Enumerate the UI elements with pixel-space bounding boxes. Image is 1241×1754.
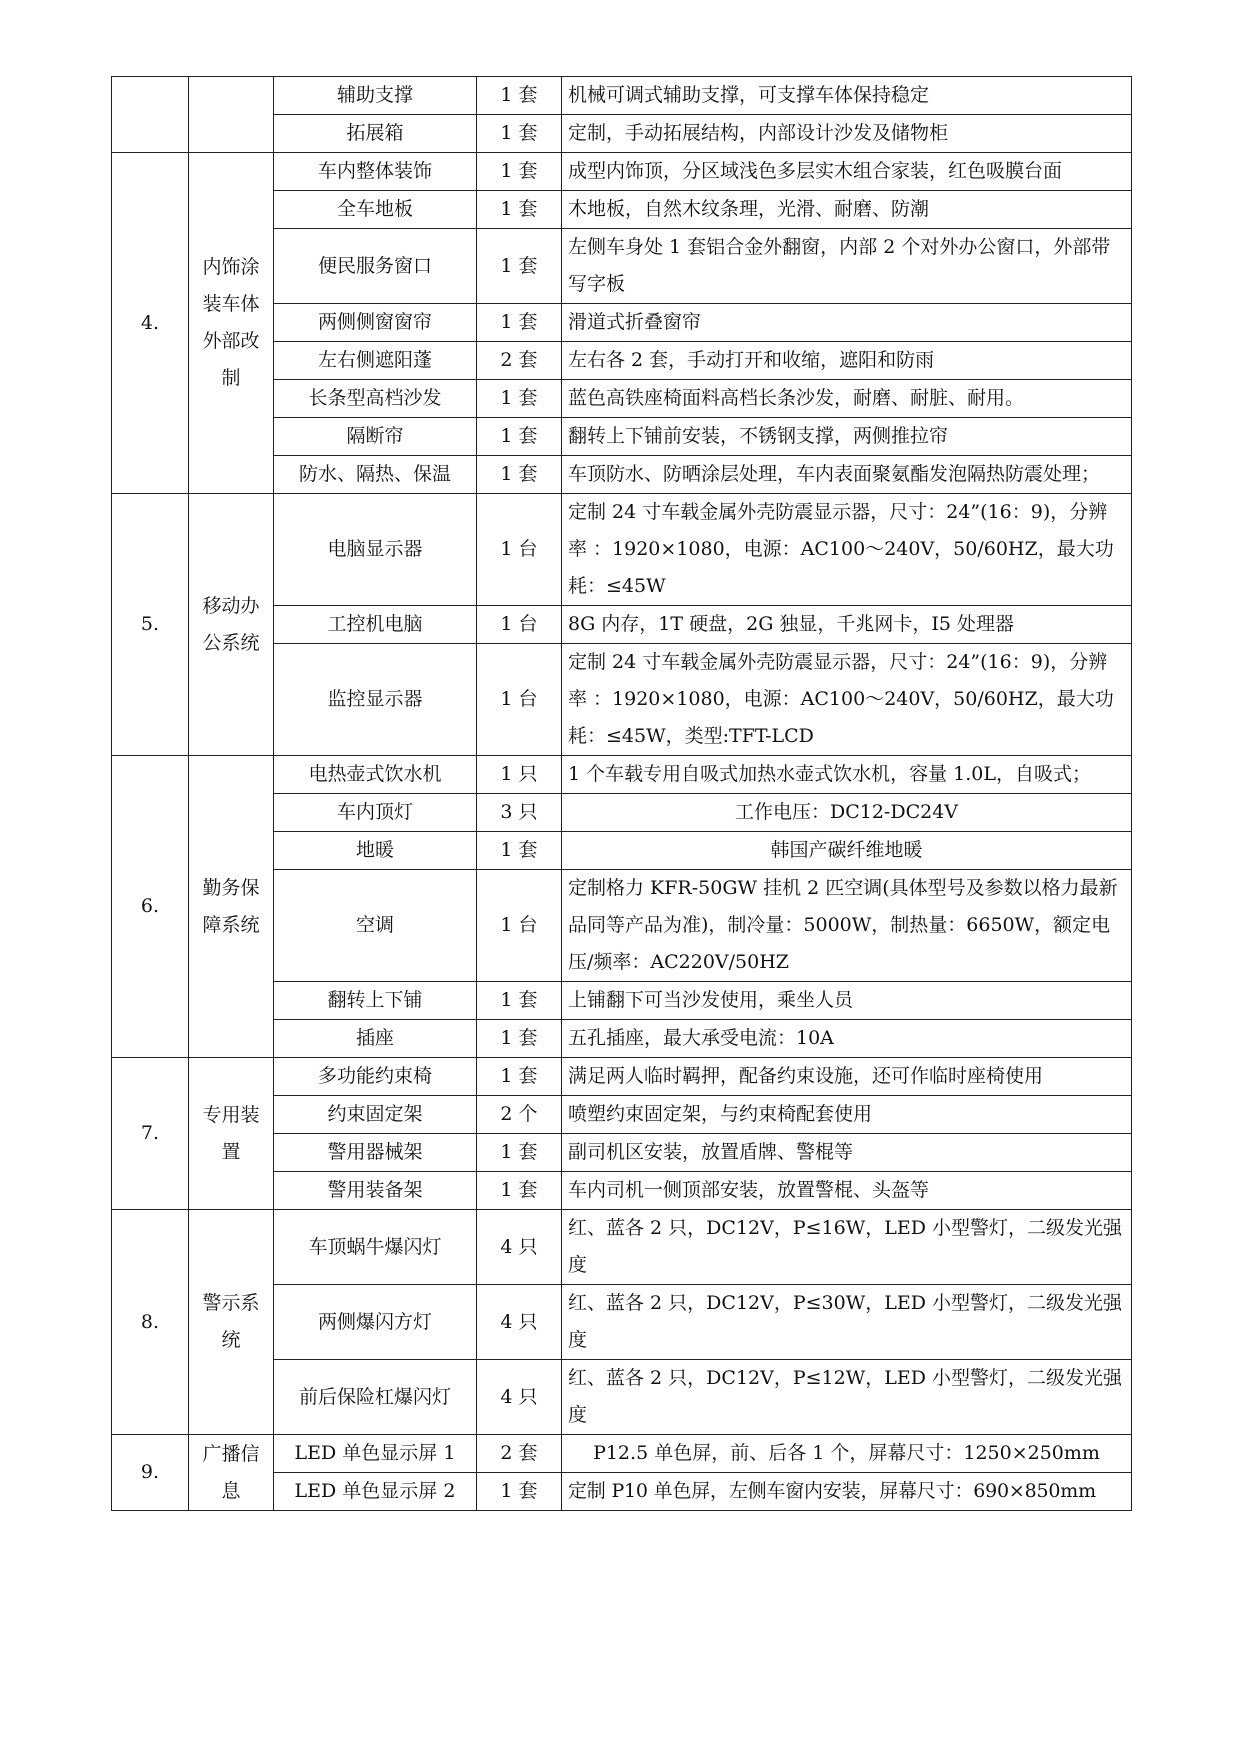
item-description: 副司机区安装，放置盾牌、警棍等 — [562, 1134, 1132, 1172]
item-name: 左右侧遮阳蓬 — [274, 342, 477, 380]
item-description: 左右各 2 套，手动打开和收缩，遮阳和防雨 — [562, 342, 1132, 380]
table-row — [112, 1058, 1132, 1096]
row-number: 9. — [112, 1435, 189, 1511]
item-description: 翻转上下铺前安装，不锈钢支撑，两侧推拉帘 — [562, 418, 1132, 456]
spec-table-body — [112, 77, 1132, 1511]
item-quantity: 1 套 — [477, 191, 562, 229]
row-number: 7. — [112, 1058, 189, 1210]
item-name: 多功能约束椅 — [274, 1058, 477, 1096]
item-quantity: 1 套 — [477, 380, 562, 418]
item-description: 蓝色高铁座椅面料高档长条沙发，耐磨、耐脏、耐用。 — [562, 380, 1132, 418]
item-description: 成型内饰顶，分区域浅色多层实木组合家装，红色吸膜台面 — [562, 153, 1132, 191]
item-name: 车内顶灯 — [274, 794, 477, 832]
item-quantity: 1 套 — [477, 115, 562, 153]
item-name: 长条型高档沙发 — [274, 380, 477, 418]
item-quantity: 1 套 — [477, 1020, 562, 1058]
category-cell: 移动办公系统 — [189, 494, 274, 756]
item-description: 五孔插座，最大承受电流：10A — [562, 1020, 1132, 1058]
category-cell: 广播信息 — [189, 1435, 274, 1511]
item-description: 上铺翻下可当沙发使用，乘坐人员 — [562, 982, 1132, 1020]
item-description: 8G 内存，1T 硬盘，2G 独显，千兆网卡，I5 处理器 — [562, 606, 1132, 644]
item-quantity: 1 套 — [477, 1134, 562, 1172]
category-cell: 专用装置 — [189, 1058, 274, 1210]
item-name: 防水、隔热、保温 — [274, 456, 477, 494]
item-quantity: 1 套 — [477, 832, 562, 870]
item-quantity: 1 套 — [477, 229, 562, 304]
item-quantity: 4 只 — [477, 1285, 562, 1360]
item-name: 辅助支撑 — [274, 77, 477, 115]
item-description: 机械可调式辅助支撑，可支撑车体保持稳定 — [562, 77, 1132, 115]
item-description: 车内司机一侧顶部安装，放置警棍、头盔等 — [562, 1172, 1132, 1210]
item-description: P12.5 单色屏，前、后各 1 个，屏幕尺寸：1250×250mm — [562, 1435, 1132, 1473]
item-description: 工作电压：DC12-DC24V — [562, 794, 1132, 832]
item-name: 拓展箱 — [274, 115, 477, 153]
category-cell: 内饰涂装车体外部改制 — [189, 153, 274, 494]
item-description: 满足两人临时羁押，配备约束设施，还可作临时座椅使用 — [562, 1058, 1132, 1096]
table-row — [112, 756, 1132, 794]
table-row — [112, 153, 1132, 191]
item-description: 定制 24 寸车载金属外壳防震显示器，尺寸：24”(16：9)，分辨率 ：1920×1080，电源：AC100～240V，50/60HZ，最大功耗：≤45W — [562, 494, 1132, 606]
item-quantity: 1 台 — [477, 494, 562, 606]
table-row — [112, 1435, 1132, 1473]
item-description: 定制 P10 单色屏，左侧车窗内安装，屏幕尺寸：690×850mm — [562, 1473, 1132, 1511]
item-quantity: 2 个 — [477, 1096, 562, 1134]
item-description: 滑道式折叠窗帘 — [562, 304, 1132, 342]
item-name: 隔断帘 — [274, 418, 477, 456]
item-description: 车顶防水、防晒涂层处理，车内表面聚氨酯发泡隔热防震处理； — [562, 456, 1132, 494]
item-description: 左侧车身处 1 套铝合金外翻窗，内部 2 个对外办公窗口，外部带写字板 — [562, 229, 1132, 304]
equipment-spec-table — [111, 76, 1132, 1511]
item-name: 两侧侧窗窗帘 — [274, 304, 477, 342]
row-number: 6. — [112, 756, 189, 1058]
item-name: 约束固定架 — [274, 1096, 477, 1134]
row-number: 8. — [112, 1210, 189, 1435]
category-cell: 警示系统 — [189, 1210, 274, 1435]
item-name: LED 单色显示屏 1 — [274, 1435, 477, 1473]
item-name: 监控显示器 — [274, 644, 477, 756]
item-name: 全车地板 — [274, 191, 477, 229]
item-quantity: 4 只 — [477, 1210, 562, 1285]
item-name: 电脑显示器 — [274, 494, 477, 606]
item-quantity: 1 套 — [477, 153, 562, 191]
table-row — [112, 77, 1132, 115]
item-quantity: 3 只 — [477, 794, 562, 832]
item-description: 定制，手动拓展结构，内部设计沙发及储物柜 — [562, 115, 1132, 153]
item-quantity: 4 只 — [477, 1360, 562, 1435]
item-quantity: 1 套 — [477, 304, 562, 342]
item-description: 红、蓝各 2 只，DC12V，P≤30W，LED 小型警灯，二级发光强度 — [562, 1285, 1132, 1360]
item-name: 车顶蜗牛爆闪灯 — [274, 1210, 477, 1285]
item-name: 警用器械架 — [274, 1134, 477, 1172]
item-quantity: 1 套 — [477, 982, 562, 1020]
category-cell — [189, 77, 274, 153]
row-number: 4. — [112, 153, 189, 494]
item-name: 地暖 — [274, 832, 477, 870]
table-row — [112, 1210, 1132, 1285]
category-cell: 勤务保障系统 — [189, 756, 274, 1058]
item-name: 前后保险杠爆闪灯 — [274, 1360, 477, 1435]
item-name: 翻转上下铺 — [274, 982, 477, 1020]
item-quantity: 1 只 — [477, 756, 562, 794]
item-name: 插座 — [274, 1020, 477, 1058]
item-name: 两侧爆闪方灯 — [274, 1285, 477, 1360]
item-description: 1 个车载专用自吸式加热水壶式饮水机，容量 1.0L，自吸式； — [562, 756, 1132, 794]
item-description: 韩国产碳纤维地暖 — [562, 832, 1132, 870]
item-quantity: 2 套 — [477, 342, 562, 380]
item-name: LED 单色显示屏 2 — [274, 1473, 477, 1511]
item-description: 定制格力 KFR-50GW 挂机 2 匹空调(具体型号及参数以格力最新品同等产品为准)，制冷量：5000W，制热量：6650W，额定电压/频率：AC220V/50HZ — [562, 870, 1132, 982]
row-number: 5. — [112, 494, 189, 756]
item-quantity: 1 套 — [477, 418, 562, 456]
item-description: 定制 24 寸车载金属外壳防震显示器，尺寸：24”(16：9)，分辨率 ：1920×1080，电源：AC100～240V，50/60HZ，最大功耗：≤45W，类型:TFT-LCD — [562, 644, 1132, 756]
item-quantity: 1 套 — [477, 1172, 562, 1210]
item-quantity: 2 套 — [477, 1435, 562, 1473]
item-name: 警用装备架 — [274, 1172, 477, 1210]
item-name: 车内整体装饰 — [274, 153, 477, 191]
item-quantity: 1 套 — [477, 1473, 562, 1511]
item-name: 工控机电脑 — [274, 606, 477, 644]
item-name: 电热壶式饮水机 — [274, 756, 477, 794]
item-description: 红、蓝各 2 只，DC12V，P≤16W，LED 小型警灯，二级发光强度 — [562, 1210, 1132, 1285]
row-number — [112, 77, 189, 153]
item-description: 木地板，自然木纹条理，光滑、耐磨、防潮 — [562, 191, 1132, 229]
item-quantity: 1 套 — [477, 456, 562, 494]
item-description: 喷塑约束固定架，与约束椅配套使用 — [562, 1096, 1132, 1134]
table-row — [112, 494, 1132, 606]
item-quantity: 1 套 — [477, 1058, 562, 1096]
item-quantity: 1 台 — [477, 870, 562, 982]
item-quantity: 1 套 — [477, 77, 562, 115]
item-name: 便民服务窗口 — [274, 229, 477, 304]
item-description: 红、蓝各 2 只，DC12V，P≤12W，LED 小型警灯，二级发光强度 — [562, 1360, 1132, 1435]
item-quantity: 1 台 — [477, 644, 562, 756]
item-quantity: 1 台 — [477, 606, 562, 644]
item-name: 空调 — [274, 870, 477, 982]
